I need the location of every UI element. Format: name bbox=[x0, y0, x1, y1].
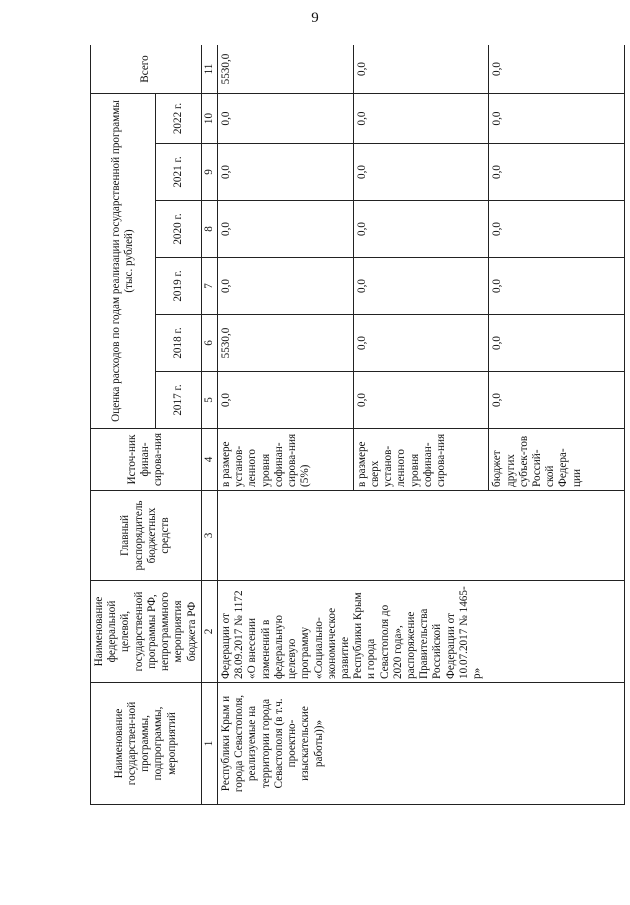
header-year: 2017 г. bbox=[156, 372, 202, 429]
header-program-name: Наименование государствен-ной программы, подпрограммы, мероприятий bbox=[91, 683, 202, 805]
page-number: 9 bbox=[311, 10, 319, 26]
col-number: 7 bbox=[201, 258, 217, 315]
value-cell: 0,0 bbox=[353, 201, 489, 258]
total-cell: 5530,0 bbox=[217, 45, 353, 94]
header-total: Всего bbox=[91, 45, 202, 94]
total-cell: 0,0 bbox=[353, 45, 489, 94]
col-number: 10 bbox=[201, 94, 217, 144]
value-cell: 0,0 bbox=[489, 144, 625, 201]
table-row bbox=[217, 45, 353, 805]
program-name-cell: Республики Крым и города Севастополя, реализуемые на территории города Севастополя (в т.ч. проектно-изыскательские работы))» bbox=[217, 683, 624, 805]
value-cell: 0,0 bbox=[353, 315, 489, 372]
funding-source-cell: в размере установ-ленного уровня софинан-сирова-ния (5%) bbox=[217, 429, 353, 491]
value-cell: 0,0 bbox=[217, 372, 353, 429]
header-year: 2018 г. bbox=[156, 315, 202, 372]
value-cell: 0,0 bbox=[489, 94, 625, 144]
value-cell: 0,0 bbox=[217, 258, 353, 315]
federal-program-cell: Федерации от 28.09.2017 № 1172 «О внесении изменений в федеральную целевую программу «Социально-экономическое развитие Республики Крым и города Севастополя до 2020 года», распоряжение Правительства Российской Федерации от 10.07.2017 № 1465-р» bbox=[217, 581, 624, 683]
value-cell: 0,0 bbox=[217, 201, 353, 258]
header-year: 2022 г. bbox=[156, 94, 202, 144]
value-cell: 0,0 bbox=[217, 144, 353, 201]
value-cell: 0,0 bbox=[217, 94, 353, 144]
rotated-table-frame bbox=[90, 45, 625, 805]
value-cell: 0,0 bbox=[353, 258, 489, 315]
col-number: 8 bbox=[201, 201, 217, 258]
funding-source-cell: бюджет других субъек-тов Россий-ской Федера-ции bbox=[489, 429, 625, 491]
header-year: 2021 г. bbox=[156, 144, 202, 201]
col-number: 6 bbox=[201, 315, 217, 372]
total-cell: 0,0 bbox=[489, 45, 625, 94]
header-federal-program: Наименование федеральной целевой, государственной программы РФ, непрограммного мероприятия бюджета РФ bbox=[91, 581, 202, 683]
col-number: 11 bbox=[201, 45, 217, 94]
value-cell: 0,0 bbox=[353, 372, 489, 429]
col-number: 9 bbox=[201, 144, 217, 201]
funding-source-cell: в размере сверх установ-ленного уровня софинан-сирова-ния bbox=[353, 429, 489, 491]
col-number: 2 bbox=[201, 581, 217, 683]
value-cell: 0,0 bbox=[489, 201, 625, 258]
value-cell: 0,0 bbox=[489, 372, 625, 429]
financing-table bbox=[90, 45, 625, 805]
value-cell: 0,0 bbox=[489, 258, 625, 315]
col-number: 5 bbox=[201, 372, 217, 429]
value-cell: 0,0 bbox=[353, 94, 489, 144]
header-year: 2020 г. bbox=[156, 201, 202, 258]
budget-manager-cell bbox=[217, 491, 624, 581]
value-cell: 5530,0 bbox=[217, 315, 353, 372]
col-number: 4 bbox=[201, 429, 217, 491]
header-year: 2019 г. bbox=[156, 258, 202, 315]
col-number: 3 bbox=[201, 491, 217, 581]
header-budget-manager: Главный распорядитель бюджетных средств bbox=[91, 491, 202, 581]
value-cell: 0,0 bbox=[353, 144, 489, 201]
column-number-row bbox=[201, 45, 217, 805]
value-cell: 0,0 bbox=[489, 315, 625, 372]
header-expenditure-group: Оценка расходов по годам реализации государственной программы (тыс. рублей) bbox=[91, 94, 156, 429]
header-funding-source: Источ-ник финан-сирова-ния bbox=[91, 429, 202, 491]
col-number: 1 bbox=[201, 683, 217, 805]
table-landscape bbox=[90, 45, 625, 805]
